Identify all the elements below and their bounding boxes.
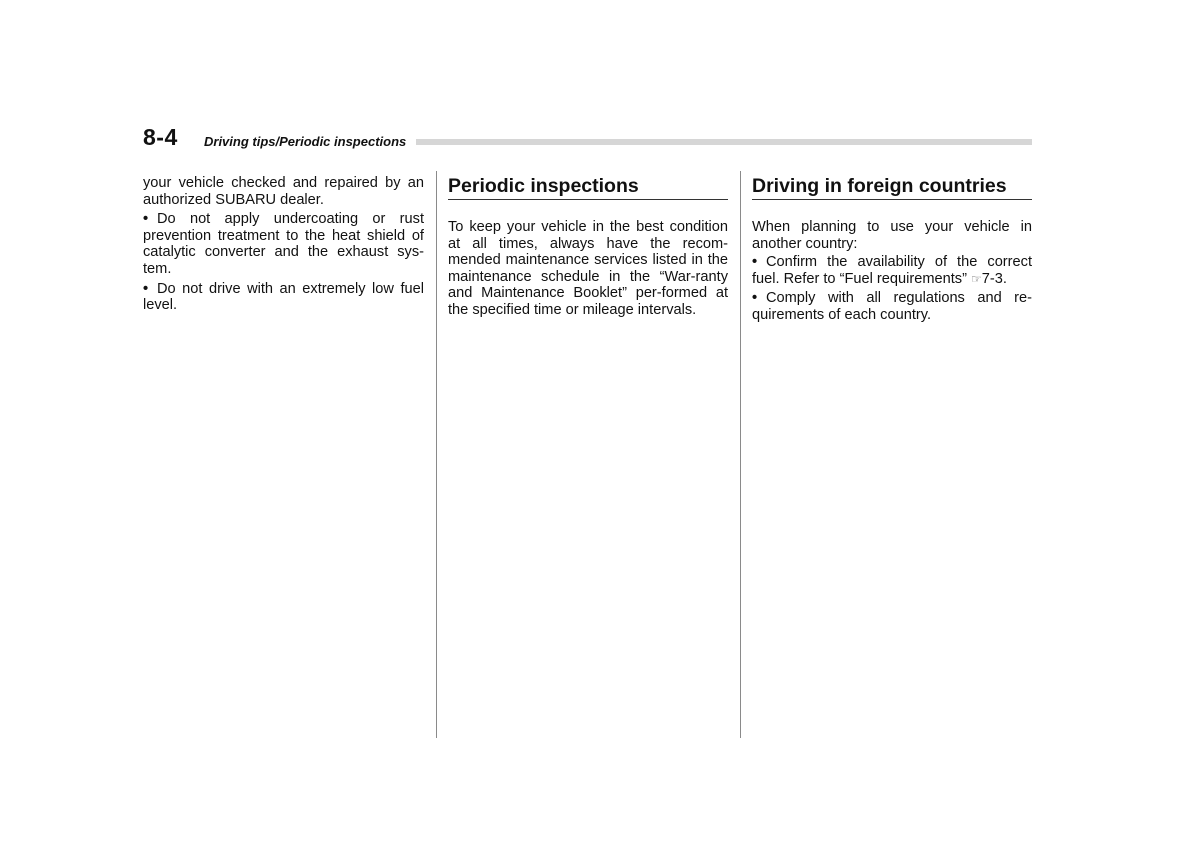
header-bar bbox=[416, 139, 1032, 145]
column-3 bbox=[752, 174, 1032, 327]
section-heading-periodic-inspections: Periodic inspections bbox=[448, 174, 728, 200]
bullet-icon: • bbox=[752, 254, 758, 271]
column-1 bbox=[143, 175, 424, 317]
divider-1 bbox=[436, 171, 437, 738]
column-2-body: To keep your vehicle in the best condition at all times, always have the recom-mended maintenance services listed in the maintenance schedule in the “War-ranty and Maintenance Booklet” per-formed at the specified time or mileage intervals. bbox=[448, 219, 728, 318]
bullet-icon: • bbox=[143, 211, 149, 228]
column-1-intro: your vehicle checked and repaired by an authorized SUBARU dealer. bbox=[143, 175, 424, 208]
column-2 bbox=[448, 174, 728, 322]
bullet-icon: • bbox=[752, 290, 758, 307]
section-heading-foreign-countries: Driving in foreign countries bbox=[752, 174, 1032, 200]
page-number: 8-4 bbox=[143, 124, 178, 150]
column-3-bullet-2-text: Comply with all regulations and re-quirements of each country. bbox=[752, 290, 1032, 323]
column-1-bullet-2-text: Do not drive with an extremely low fuel level. bbox=[143, 280, 424, 314]
reference-pointer-icon: ☞ bbox=[971, 271, 982, 286]
header-title: Driving tips/Periodic inspections bbox=[204, 134, 407, 149]
column-3-bullet-1-text: Confirm the availability of the correct fuel. Refer to “Fuel requirements” bbox=[752, 254, 1032, 287]
column-1-bullet-2 bbox=[143, 281, 424, 314]
column-3-intro: When planning to use your vehicle in another country: bbox=[752, 219, 1032, 252]
divider-2 bbox=[740, 171, 741, 738]
column-3-bullet-2 bbox=[752, 290, 1032, 323]
column-1-bullet-1 bbox=[143, 211, 424, 277]
bullet-icon: • bbox=[143, 280, 149, 297]
column-1-bullet-1-text: Do not apply undercoating or rust prevention treatment to the heat shield of catalytic converter and the exhaust sys-tem. bbox=[143, 211, 424, 277]
column-3-bullet-1 bbox=[752, 254, 1032, 287]
column-3-bullet-1-ref: 7-3. bbox=[981, 270, 1007, 287]
